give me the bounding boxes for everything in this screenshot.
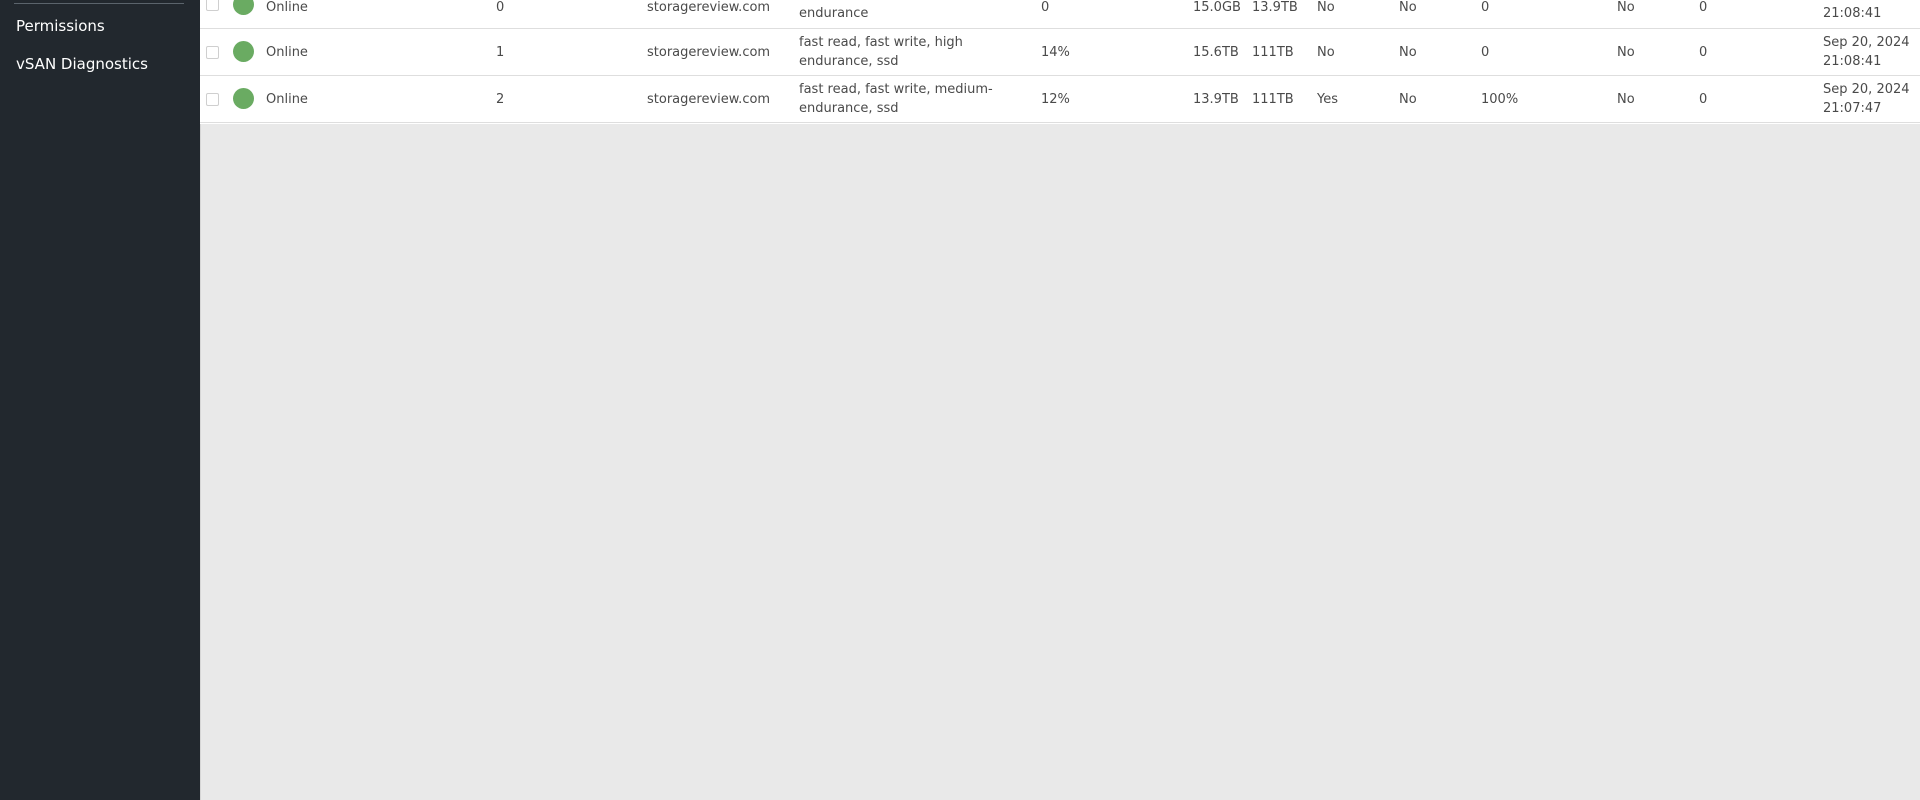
row-count: 0 <box>1699 0 1708 15</box>
row-flag2: No <box>1399 92 1417 107</box>
row-domain: storagereview.com <box>647 0 771 15</box>
status-online-icon <box>233 0 254 15</box>
row-percent: 12% <box>1041 92 1070 107</box>
row-flag2: No <box>1399 45 1417 60</box>
sidebar-divider <box>14 3 184 4</box>
row-count: 0 <box>1699 92 1708 107</box>
row-domain: storagereview.com <box>647 45 771 60</box>
row-value: 0 <box>1481 0 1490 15</box>
row-tags: fast read, fast write, high endurance, ssd <box>799 35 963 69</box>
sidebar-item-permissions[interactable]: Permissions <box>16 17 105 35</box>
status-text: Online <box>266 92 308 107</box>
row-flag3: No <box>1617 92 1635 107</box>
row-tags: endurance <box>799 6 869 21</box>
row-checkbox-icon[interactable] <box>206 0 219 11</box>
status-online-icon <box>233 88 254 109</box>
row-timestamp: 21:08:41 <box>1823 6 1882 21</box>
row-timestamp: Sep 20, 2024 21:08:41 <box>1823 35 1910 69</box>
row-checkbox-icon[interactable] <box>206 46 219 59</box>
status-online-icon <box>233 41 254 62</box>
row-flag1: No <box>1317 45 1335 60</box>
row-index: 0 <box>496 0 505 15</box>
row-flag2: No <box>1399 0 1417 15</box>
row-size1: 15.6TB <box>1193 45 1239 60</box>
row-tags: fast read, fast write, medium-endurance, ssd <box>799 82 993 116</box>
row-flag3: No <box>1617 0 1635 15</box>
row-flag1: Yes <box>1317 92 1338 107</box>
row-timestamp: Sep 20, 2024 21:07:47 <box>1823 82 1910 116</box>
row-size2: 111TB <box>1252 92 1294 107</box>
row-value: 100% <box>1481 92 1519 107</box>
row-size2: 111TB <box>1252 45 1294 60</box>
main-content <box>200 0 1920 800</box>
row-count: 0 <box>1699 45 1708 60</box>
row-index: 1 <box>496 45 505 60</box>
row-size2: 13.9TB <box>1252 0 1298 15</box>
row-flag1: No <box>1317 0 1335 15</box>
row-value: 0 <box>1481 45 1490 60</box>
row-percent: 0 <box>1041 0 1050 15</box>
sidebar-item-vsan-diagnostics[interactable]: vSAN Diagnostics <box>16 55 148 73</box>
status-text: Online <box>266 0 308 15</box>
row-flag3: No <box>1617 45 1635 60</box>
status-text: Online <box>266 45 308 60</box>
table-row[interactable] <box>200 76 1920 123</box>
table-row[interactable] <box>200 0 1920 29</box>
row-size1: 15.0GB <box>1193 0 1241 15</box>
row-checkbox-icon[interactable] <box>206 93 219 106</box>
sidebar <box>0 0 200 800</box>
disk-table <box>200 0 1920 124</box>
row-percent: 14% <box>1041 45 1070 60</box>
row-size1: 13.9TB <box>1193 92 1239 107</box>
row-index: 2 <box>496 92 505 107</box>
row-domain: storagereview.com <box>647 92 771 107</box>
table-row[interactable] <box>200 29 1920 76</box>
